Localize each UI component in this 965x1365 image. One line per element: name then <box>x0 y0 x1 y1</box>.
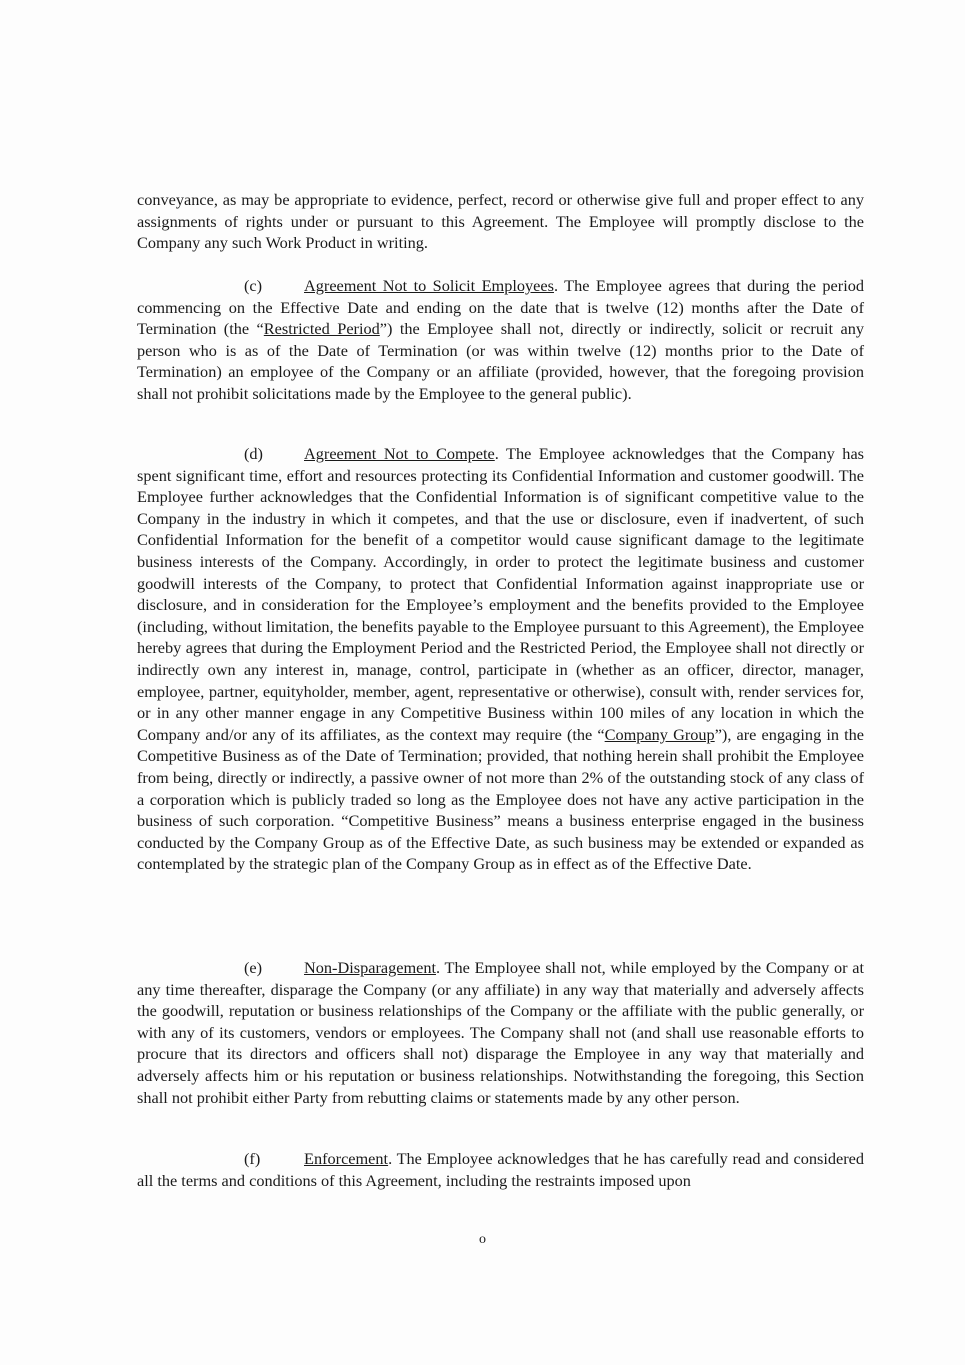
section-marker: (c) <box>244 276 263 295</box>
paragraph-non-solicit <box>137 275 864 405</box>
paragraph-conveyance <box>137 189 864 254</box>
section-marker: (d) <box>244 444 263 463</box>
defined-term: Restricted Period <box>263 319 380 339</box>
paragraph-non-disparagement <box>137 957 864 1108</box>
paragraph-text: . The Employee acknowledges that he has carefully read and considered all the terms and conditions of this Agreement, including the restraints imposed upon <box>137 1149 864 1190</box>
section-heading: Enforcement <box>304 1149 389 1168</box>
paragraph-enforcement <box>137 1148 864 1191</box>
section-heading: Agreement Not to Compete <box>304 444 495 463</box>
paragraph-text: ”) the Employee shall not, directly or indirectly, solicit or recruit any person who is as of the Date of Termination (or was within twelve (12) months prior to the Date of Termination) an employee of the Company or an affiliate (provided, however, that the foregoing provision shall not prohibit solicitations made by the Employee to the general public). <box>137 319 864 403</box>
paragraph-text: ”), are engaging in the Competitive Business as of the Date of Termination; provided, that nothing herein shall prohibit the Employee from being, directly or indirectly, a passive owner of not more than 2% of the outstanding stock of any class of a corporation which is publicly traded so long as the Employee does not have any active participation in the business of such corporation. “Competitive Business” means a business enterprise engaged in the business conducted by the Company Group as of the Effective Date, as such business may be extended or expanded as contemplated by the strategic plan of the Company Group as in effect as of the Effective Date. <box>137 724 865 874</box>
section-heading: Agreement Not to Solicit Employees <box>304 276 554 295</box>
paragraph-text: conveyance, as may be appropriate to evidence, perfect, record or otherwise give full and proper effect to any assignments of rights under or pursuant to this Agreement. The Employee will promptly disclose to the Company any such Work Product in writing. <box>137 190 864 253</box>
page-number: o <box>479 1232 486 1247</box>
section-marker: (f) <box>244 1149 261 1168</box>
paragraph-text: . The Employee acknowledges that the Company has spent significant time, effort and resources protecting its Confidential Information and customer goodwill. The Employee further acknowledges that the Confidential Information is of significant competitive value to the Company in the industry in which it competes, and that the use or disclosure, even if inadvertent, of such Confidential Information for the benefit of a competitor would cause significant damage to the legitimate business interests of the Company. Accordingly, in order to protect the legitimate business and customer goodwill interests of the Company, to protect that Confidential Information against inappropriate use or disclosure, and in consideration for the Employee’s employment and the benefits provided to the Employee (including, without limitation, the benefits payable to the Employee pursuant to this Agreement), the Employee hereby agrees that during the Employment Period and the Restricted Period, the Employee shall not directly or indirectly own any interest in, manage, control, participate in (whether as an officer, director, manager, employee, partner, equityholder, member, agent, representative or otherwise), consult with, render services for, or in any other manner engage in any Competitive Business within 100 miles of any location in which the Company and/or any of its affiliates, as the context may require (the “ <box>137 444 865 744</box>
paragraph-non-compete <box>137 443 864 875</box>
section-heading: Non-Disparagement <box>304 958 437 977</box>
paragraph-text: . The Employee shall not, while employed by the Company or at any time thereafter, disparage the Company (or any affiliate) in any way that materially and adversely affects the goodwill, reputation or business relationships of the Company or the affiliate with the public generally, or with any of its customers, vendors or employees. The Company shall not (and shall use reasonable efforts to procure that its directors and officers shall not) disparage the Employee in any way that materially and adversely affects him or his reputation or business relationships. Notwithstanding the foregoing, this Section shall not prohibit either Party from rebutting claims or statements made by any other person. <box>137 958 864 1107</box>
section-marker: (e) <box>244 958 263 977</box>
paragraph-text: . The Employee agrees that during the period commencing on the Effective Date and ending on the date that is twelve (12) months after the Date of Termination (the “ <box>137 276 864 339</box>
defined-term: Company Group <box>604 724 715 744</box>
